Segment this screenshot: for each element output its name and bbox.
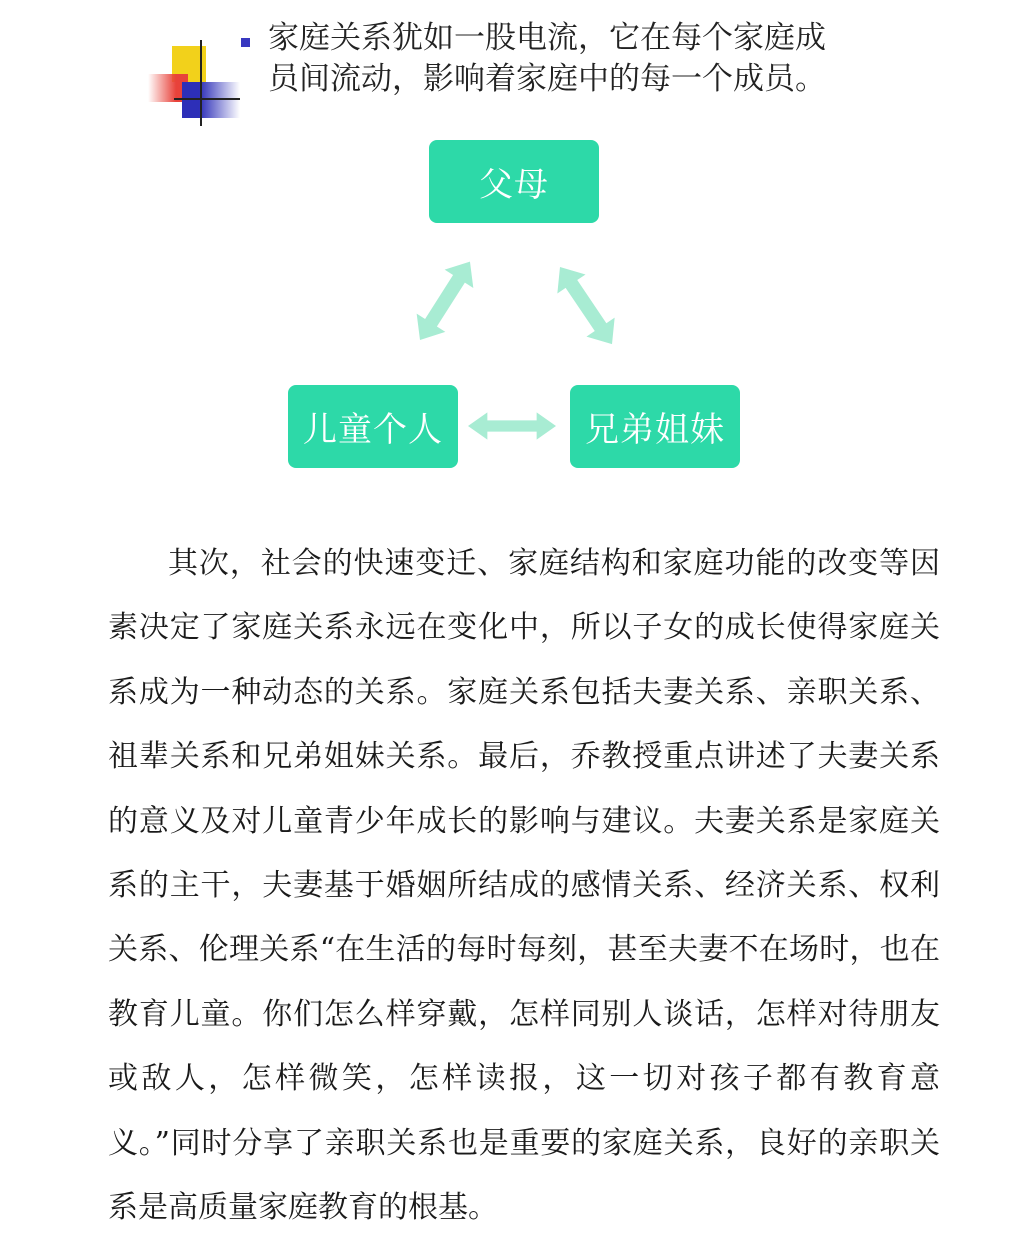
node-parents: 父母 <box>429 140 599 223</box>
horizontal-line <box>174 98 240 100</box>
node-siblings: 兄弟姐妹 <box>570 385 740 468</box>
slide-corner-decoration <box>148 40 240 130</box>
intro-text: 家庭关系犹如一股电流，它在每个家庭成员间流动，影响着家庭中的每一个成员。 <box>268 20 826 97</box>
arrow-parents-siblings <box>546 257 626 353</box>
node-child: 儿童个人 <box>288 385 458 468</box>
blue-square <box>182 82 240 118</box>
arrow-child-parents <box>406 252 485 349</box>
bullet-icon <box>241 38 250 47</box>
body-paragraph: 其次，社会的快速变迁、家庭结构和家庭功能的改变等因素决定了家庭关系永远在变化中，所以子女的成长使得家庭关系成为一种动态的关系。家庭关系包括夫妻关系、亲职关系、祖辈关系和兄弟姐妹关系。最后，乔教授重点讲述了夫妻关系的意义及对儿童青少年成长的影响与建议。夫妻关系是家庭关系的主干，夫妻基于婚姻所结成的感情关系、经济关系、权利关系、伦理关系“在生活的每时每刻，甚至夫妻不在场时，也在教育儿童。你们怎么样穿戴，怎样同别人谈话，怎样对待朋友或敌人，怎样微笑，怎样读报，这一切对孩子都有教育意义。”同时分享了亲职关系也是重要的家庭关系，良好的亲职关系是高质量家庭教育的根基。 <box>108 546 940 1226</box>
vertical-line <box>200 40 202 126</box>
arrow-child-siblings <box>468 412 556 439</box>
